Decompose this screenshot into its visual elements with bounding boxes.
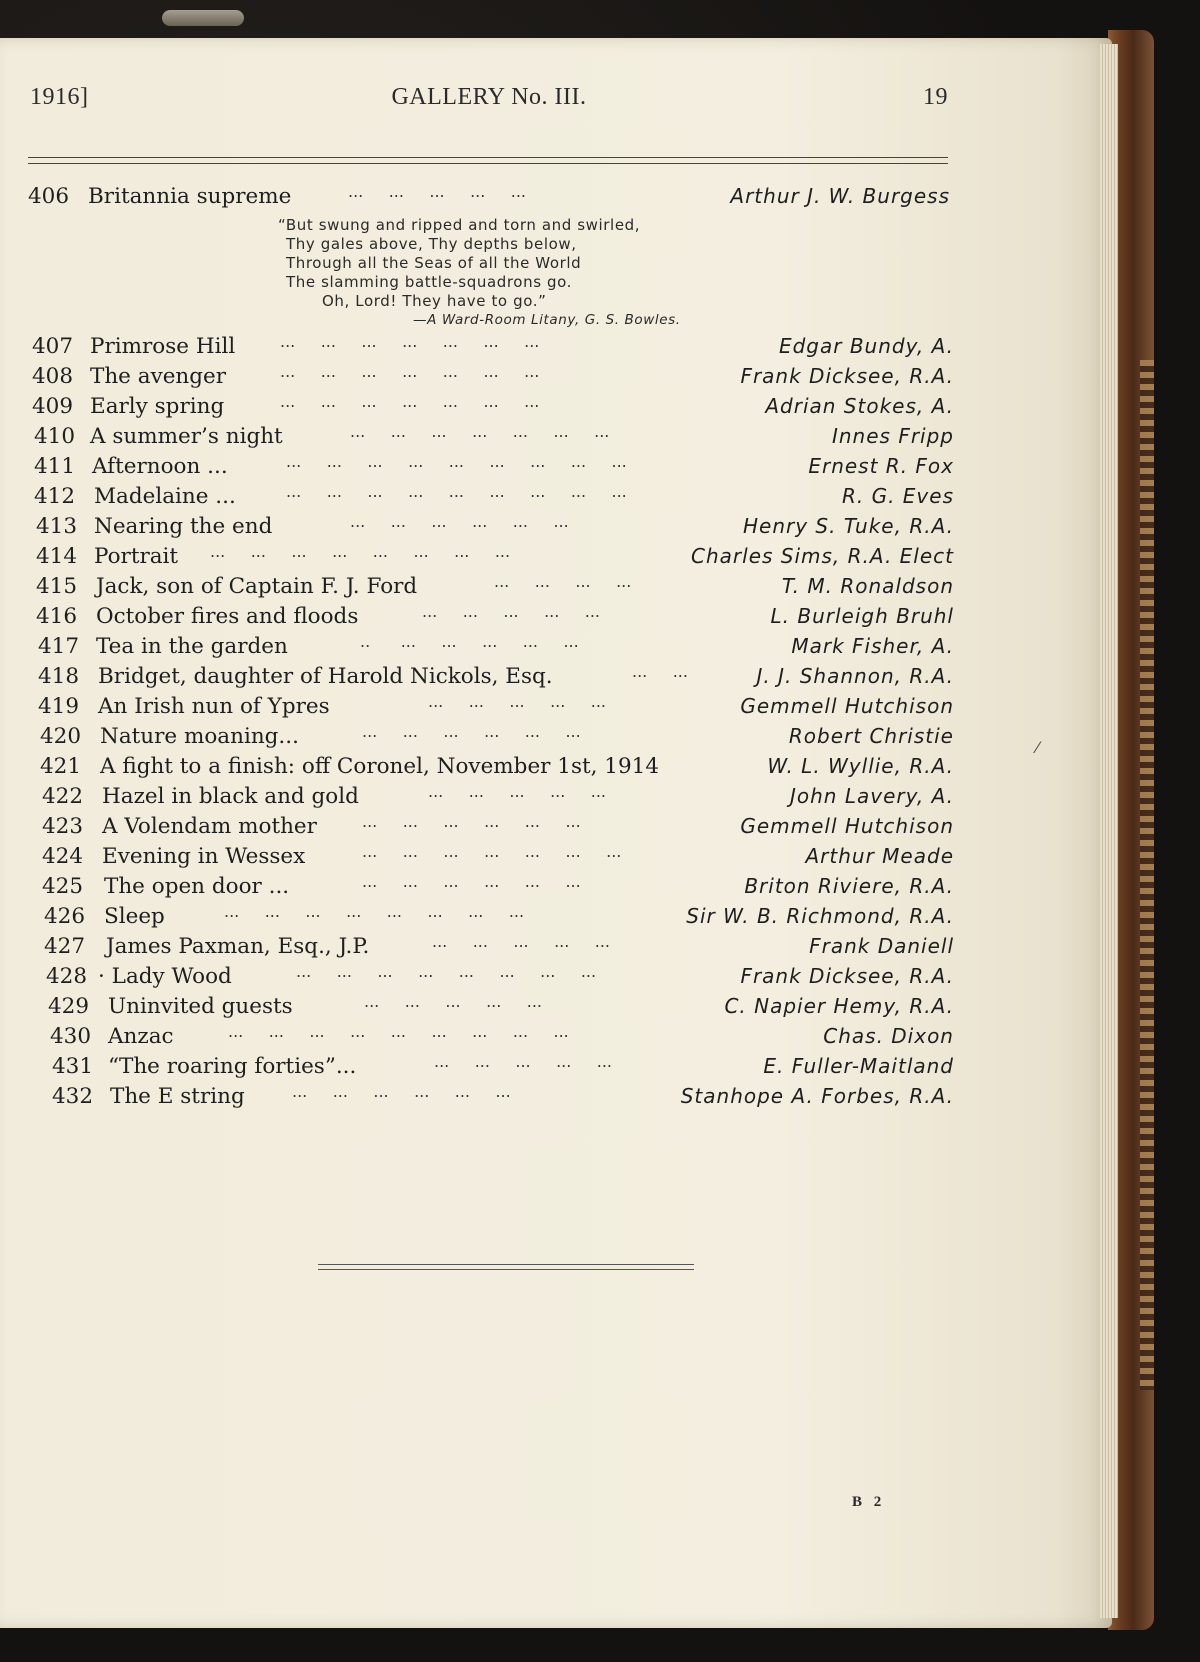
entry-artist: John Lavery, A.: [789, 784, 954, 808]
leader-dots: ... ... ... ...: [494, 572, 632, 591]
catalogue-entry: [28, 814, 954, 844]
catalogue-entry: [28, 574, 954, 604]
page-title: GALLERY No. III.: [391, 84, 587, 110]
entry-number: 428: [46, 964, 88, 989]
entry-number: 419: [38, 694, 80, 719]
entry-number: 412: [34, 484, 76, 509]
entry-artist: J. J. Shannon, R.A.: [756, 664, 954, 688]
catalogue-entry: [28, 844, 954, 874]
entry-title: Hazel in black and gold: [102, 784, 359, 809]
leader-dots: .. ... ... ... ... ...: [360, 632, 579, 651]
header-year: 1916]: [30, 84, 89, 110]
leader-dots: ... ... ... ... ... ...: [350, 512, 569, 531]
catalogue-entry: [28, 334, 954, 364]
leader-dots: ... ... ... ... ... ... ... ...: [224, 902, 525, 921]
catalogue-entry: [28, 454, 954, 484]
entry-title: Bridget, daughter of Harold Nickols, Esq.: [98, 664, 553, 689]
entry-number: 431: [52, 1054, 94, 1079]
page-edges: [1100, 44, 1118, 1618]
entry-title: Tea in the garden: [96, 634, 288, 659]
entry-number: 406: [28, 184, 70, 209]
entry-number: 408: [32, 364, 74, 389]
leader-dots: ... ... ... ... ... ... ... ... ...: [228, 1022, 569, 1041]
leader-dots: ... ... ... ... ... ... ... ... ...: [286, 452, 627, 471]
leader-dots: ... ... ... ... ...: [422, 602, 601, 621]
entry-artist: R. G. Eves: [841, 484, 954, 508]
catalogue-entry: [28, 784, 954, 814]
entry-title: Portrait: [94, 544, 179, 569]
leader-dots: ... ... ... ... ... ... ...: [280, 332, 540, 351]
entry-artist: Chas. Dixon: [823, 1024, 954, 1048]
catalogue-entry: [28, 604, 954, 634]
entry-title: James Paxman, Esq., J.P.: [106, 934, 370, 959]
entry-artist: L. Burleigh Bruhl: [770, 604, 954, 628]
entry-title: Primrose Hill: [90, 334, 236, 359]
entry-title-text: Lady Wood: [111, 964, 232, 989]
entry-artist: Arthur J. W. Burgess: [730, 184, 950, 208]
leader-dots: ... ... ... ... ...: [428, 782, 607, 801]
entry-number: 425: [42, 874, 84, 899]
entry-title: The avenger: [90, 364, 227, 389]
entry-artist: Frank Dicksee, R.A.: [740, 964, 954, 988]
catalogue-entry: [28, 874, 954, 904]
catalogue-entry: [28, 634, 954, 664]
catalogue-entry: [28, 1084, 954, 1114]
entry-title: A summer’s night: [90, 424, 283, 449]
page-number: 19: [923, 84, 948, 110]
entry-number: 423: [42, 814, 84, 839]
entry-number: 426: [44, 904, 86, 929]
entry-artist: Stanhope A. Forbes, R.A.: [680, 1084, 954, 1108]
leader-dots: ... ... ... ... ... ...: [292, 1082, 511, 1101]
leader-dots: ... ... ... ... ...: [348, 182, 527, 201]
entry-title: Uninvited guests: [108, 994, 293, 1019]
leader-dots: ... ... ... ... ...: [428, 692, 607, 711]
catalogue-entry: [28, 1024, 954, 1054]
entry-number: 411: [34, 454, 76, 479]
catalogue-entry: [28, 724, 954, 754]
entry-artist: Charles Sims, R.A. Elect: [691, 544, 954, 568]
entry-title: The open door ...: [104, 874, 290, 899]
entry-artist: C. Napier Hemy, R.A.: [724, 994, 954, 1018]
entry-title: Afternoon ...: [92, 454, 228, 479]
entry-number: 432: [52, 1084, 94, 1109]
entry-title: Evening in Wessex: [102, 844, 306, 869]
header-rule: [28, 157, 948, 164]
catalogue-entry: [28, 484, 954, 514]
catalogue-entry: [28, 694, 954, 724]
catalogue-entry: [28, 394, 954, 424]
catalogue-entry: [28, 964, 954, 994]
leader-dots: ... ... ... ... ...: [364, 992, 543, 1011]
epigraph-quote: [278, 216, 681, 330]
leader-dots: ... ... ... ... ... ... ...: [280, 362, 540, 381]
entry-title: “The roaring forties”...: [108, 1054, 357, 1079]
entry-artist: Sir W. B. Richmond, R.A.: [686, 904, 954, 928]
catalogue-entry: [28, 664, 954, 694]
entry-number: 413: [36, 514, 78, 539]
entry-artist: E. Fuller-Maitland: [763, 1054, 954, 1078]
entry-artist: Edgar Bundy, A.: [778, 334, 954, 358]
leader-dots: ... ... ... ... ...: [434, 1052, 613, 1071]
entry-artist: Mark Fisher, A.: [791, 634, 954, 658]
entry-artist: Gemmell Hutchison: [740, 694, 954, 718]
catalogue-entry: [28, 364, 954, 394]
leader-dots: ... ... ... ... ... ... ... ...: [210, 542, 511, 561]
quote-line: Oh, Lord! They have to go.”: [322, 292, 547, 310]
entry-number: 407: [32, 334, 74, 359]
leader-dots: ... ... ... ... ...: [432, 932, 611, 951]
entry-number: 415: [36, 574, 78, 599]
end-rule: [318, 1264, 694, 1270]
entry-number: 418: [38, 664, 80, 689]
entry-number: 429: [48, 994, 90, 1019]
clip-artifact: [162, 10, 244, 26]
entry-artist: W. L. Wyllie, R.A.: [767, 754, 954, 778]
entry-artist: T. M. Ronaldson: [781, 574, 954, 598]
leader-dots: ... ... ... ... ... ...: [362, 812, 581, 831]
entry-artist: Innes Fripp: [831, 424, 954, 448]
quote-line: The slamming battle-squadrons go.: [286, 273, 572, 291]
entry-title: A fight to a finish: off Coronel, November 1st, 1914: [100, 754, 660, 779]
entry-number: 417: [38, 634, 80, 659]
entry-title: An Irish nun of Ypres: [98, 694, 330, 719]
entry-title: · Lady Wood: [98, 964, 232, 989]
quote-citation: —A Ward-Room Litany, G. S. Bowles.: [413, 312, 681, 328]
pencil-mark: ⁄: [1036, 738, 1039, 757]
leader-dots: ... ... ... ... ... ... ...: [280, 392, 540, 411]
entry-artist: Frank Dicksee, R.A.: [740, 364, 954, 388]
entry-number: 410: [34, 424, 76, 449]
entry-artist: Arthur Meade: [805, 844, 954, 868]
catalogue-entry: [28, 1054, 954, 1084]
quote-line: “But swung and ripped and torn and swirled,: [278, 216, 641, 234]
entry-title: A Volendam mother: [102, 814, 317, 839]
entry-number: 427: [44, 934, 86, 959]
entry-number: 421: [40, 754, 82, 779]
entry-number: 420: [40, 724, 82, 749]
leader-dots: ... ... ... ... ... ... ... ... ...: [286, 482, 627, 501]
catalogue-entry: [28, 424, 954, 454]
catalogue-entry: [28, 994, 954, 1024]
signature-mark: B 2: [852, 1494, 886, 1510]
quote-line: Thy gales above, Thy depths below,: [286, 235, 577, 253]
entry-artist: Adrian Stokes, A.: [765, 394, 954, 418]
entry-artist: Ernest R. Fox: [808, 454, 954, 478]
entry-title: Anzac: [108, 1024, 174, 1049]
catalogue-entry: [28, 904, 954, 934]
entry-title: Madelaine ...: [94, 484, 236, 509]
entry-artist: Briton Riviere, R.A.: [744, 874, 954, 898]
entry-artist: Frank Daniell: [809, 934, 954, 958]
entry-title: Nature moaning...: [100, 724, 299, 749]
entry-number: 424: [42, 844, 84, 869]
catalogue-entry: [28, 184, 954, 214]
leader-dots: ... ... ... ... ... ... ...: [362, 842, 622, 861]
leader-dots: ... ... ... ... ... ... ...: [350, 422, 610, 441]
leader-dots: ... ...: [632, 662, 688, 681]
entry-number: 414: [36, 544, 78, 569]
catalogue-entry: [28, 934, 954, 964]
quote-line: Through all the Seas of all the World: [286, 254, 582, 272]
catalogue-entry: [28, 754, 954, 784]
running-header: [30, 84, 948, 124]
entry-title: October fires and floods: [96, 604, 359, 629]
entry-title: Jack, son of Captain F. J. Ford: [96, 574, 418, 599]
leader-dots: ... ... ... ... ... ... ... ...: [296, 962, 597, 981]
leader-dots: ... ... ... ... ... ...: [362, 872, 581, 891]
catalogue-entry: [28, 514, 954, 544]
entry-title: Nearing the end: [94, 514, 273, 539]
leader-dots: ... ... ... ... ... ...: [362, 722, 581, 741]
entry-artist: Henry S. Tuke, R.A.: [743, 514, 954, 538]
spine-decoration: [1140, 360, 1154, 1390]
entry-number: 430: [50, 1024, 92, 1049]
entry-artist: Robert Christie: [788, 724, 954, 748]
entry-title: Early spring: [90, 394, 225, 419]
entry-number: 422: [42, 784, 84, 809]
entry-number: 416: [36, 604, 78, 629]
entry-number: 409: [32, 394, 74, 419]
entry-title: Britannia supreme: [88, 184, 292, 209]
catalogue-entry: [28, 544, 954, 574]
entry-artist: Gemmell Hutchison: [740, 814, 954, 838]
entry-title: The E string: [110, 1084, 245, 1109]
entry-title: Sleep: [104, 904, 165, 929]
